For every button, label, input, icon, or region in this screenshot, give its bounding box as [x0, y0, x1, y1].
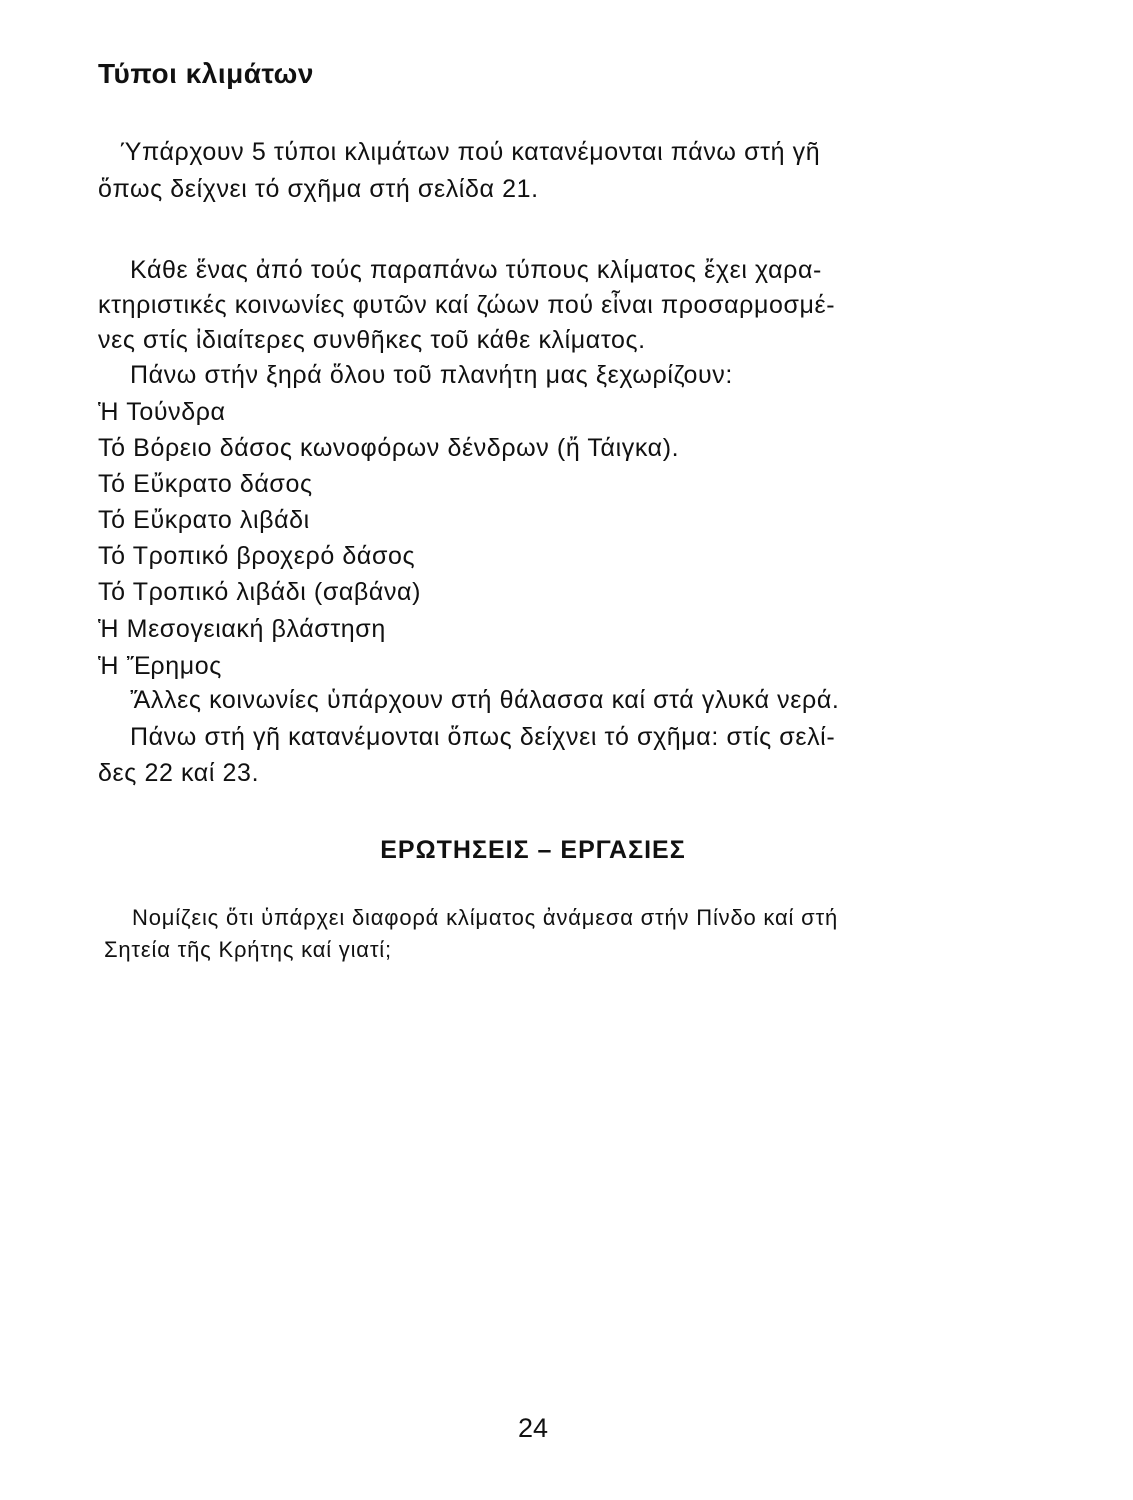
question-line-2: Σητεία τῆς Κρήτης καί γιατί;	[104, 937, 392, 962]
paragraph-2-line-3: νες στίς ἰδιαίτερες συνθῆκες τοῦ κάθε κλίματος.	[98, 326, 646, 354]
paragraph-1-line-2: ὅπως δείχνει τό σχῆμα στή σελίδα 21.	[98, 175, 539, 203]
list-item: Ἡ Μεσογειακή βλάστηση	[98, 615, 386, 643]
questions-heading: ΕΡΩΤΗΣΕΙΣ – ΕΡΓΑΣΙΕΣ	[380, 836, 686, 864]
paragraph-2-line-1: Κάθε ἕνας ἀπό τούς παραπάνω τύπους κλίματος ἔχει χαρα-	[130, 256, 822, 284]
list-item: Ἡ Ἔρημος	[98, 652, 222, 680]
paragraph-2-line-2: κτηριστικές κοινωνίες φυτῶν καί ζώων πού εἶναι προσαρμοσμέ-	[98, 291, 836, 319]
paragraph-1-line-1: Ύπάρχουν 5 τύποι κλιμάτων πού κατανέμονται πάνω στή γῆ	[120, 138, 821, 166]
page-number: 24	[517, 1413, 549, 1443]
list-item: Τό Βόρειο δάσος κωνοφόρων δένδρων (ἤ Τάιγκα).	[98, 434, 680, 462]
list-item: Ἡ Τούνδρα	[98, 398, 226, 426]
list-item: Τό Εὔκρατο δάσος	[98, 470, 313, 498]
list-item: Τό Τροπικό λιβάδι (σαβάνα)	[98, 578, 422, 606]
paragraph-4-line-2: δες 22 καί 23.	[98, 759, 260, 787]
page-title: Τύποι κλιμάτων	[98, 58, 314, 89]
intro-line: Πάνω στήν ξηρά ὅλου τοῦ πλανήτη μας ξεχωρίζουν:	[130, 361, 733, 389]
question-line-1: Νομίζεις ὅτι ὑπάρχει διαφορά κλίματος ἀνάμεσα στήν Πίνδο καί στή	[132, 905, 838, 930]
list-item: Τό Τροπικό βροχερό δάσος	[98, 542, 416, 570]
paragraph-4-line-1: Πάνω στή γῆ κατανέμονται ὅπως δείχνει τό σχῆμα: στίς σελί-	[130, 723, 836, 751]
list-item: Τό Εὔκρατο λιβάδι	[98, 506, 310, 534]
paragraph-3: Ἄλλες κοινωνίες ὑπάρχουν στή θάλασσα καί στά γλυκά νερά.	[130, 686, 840, 714]
